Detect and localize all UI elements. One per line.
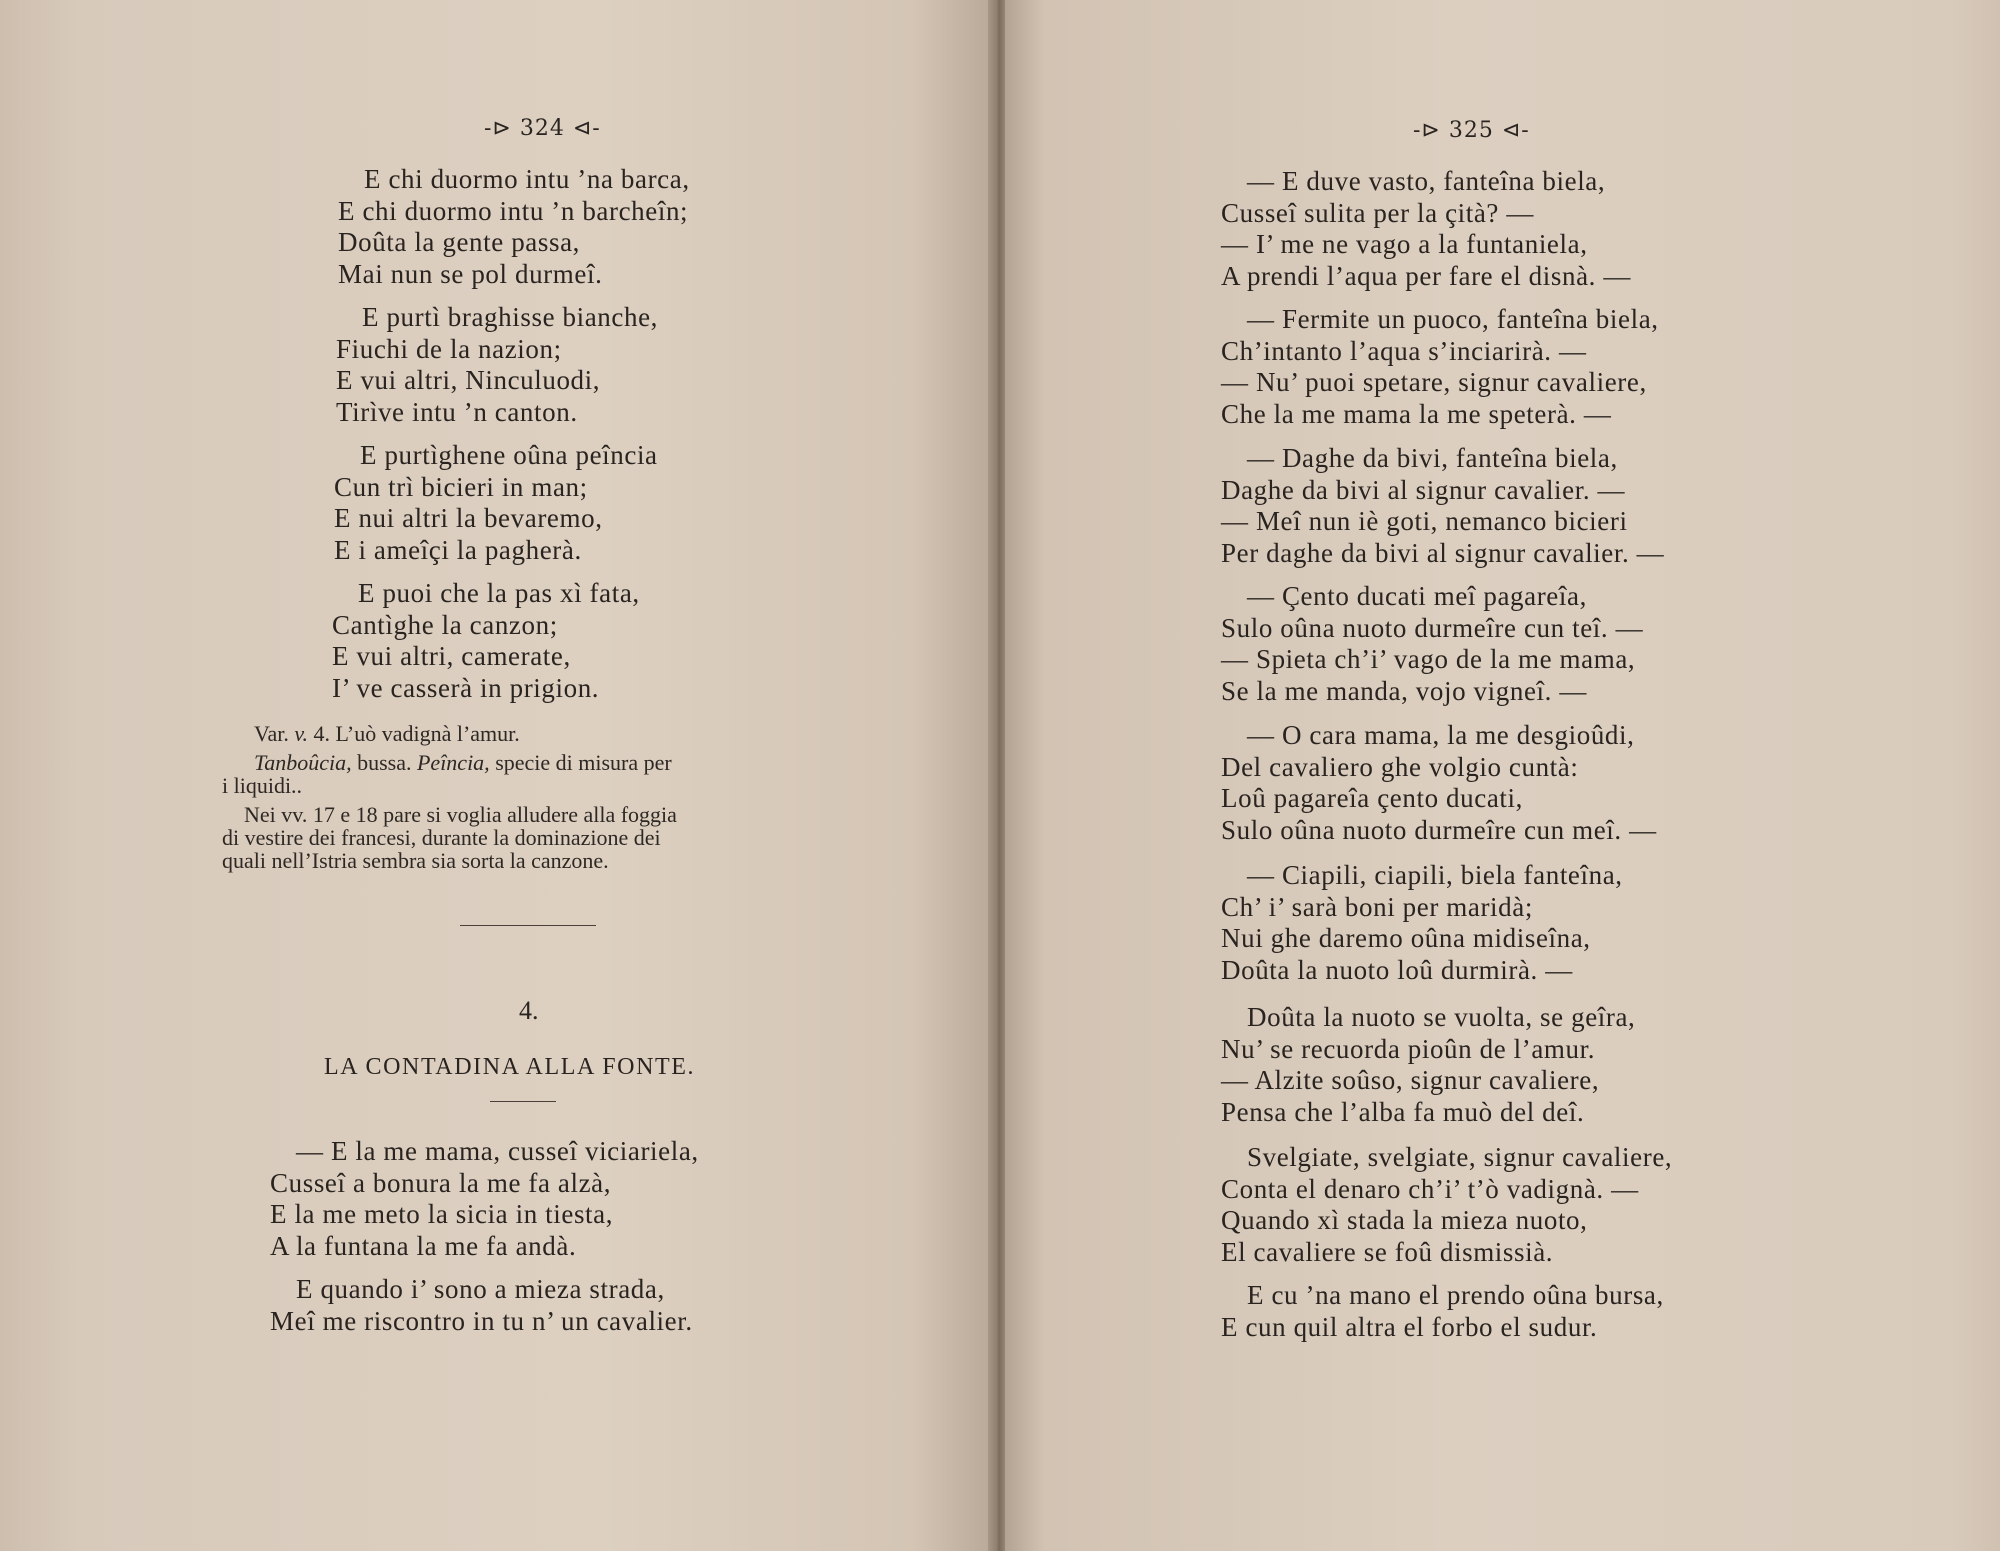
variant-note: Var. v. 4. L’uò vadignà l’amur. — [254, 721, 520, 746]
verse-line: Conta el denaro ch’i’ t’ò vadignà. — — [1221, 1173, 1639, 1204]
verse-line: Cusseî sulita per la çità? — — [1221, 197, 1534, 228]
stanza — [332, 578, 640, 704]
verse-line: Quando xì stada la mieza nuoto, — [1221, 1205, 1588, 1235]
verse-line: I’ ve casserà in prigion. — [332, 672, 600, 703]
verse-line: Ch’intanto l’aqua s’inciarirà. — — [1221, 335, 1587, 366]
stanza — [1221, 1142, 1672, 1268]
verse-line: A prendi l’aqua per fare el disnà. — — [1221, 260, 1631, 291]
page-number-324: -⊳ 324 ⊲- — [484, 116, 601, 141]
stanza — [1221, 304, 1659, 430]
verse-line: Pensa che l’alba fa muò del deî. — [1221, 1096, 1585, 1127]
section-number: 4. — [519, 996, 539, 1025]
section-title: LA CONTADINA ALLA FONTE. — [324, 1054, 696, 1080]
verse-line: Svelgiate, svelgiate, signur cavaliere, — [1247, 1142, 1673, 1172]
verse-line: Per daghe da bivi al signur cavalier. — — [1221, 537, 1665, 568]
verse-line: Nu’ se recuorda pioûn de l’amur. — [1221, 1033, 1596, 1064]
verse-line: Se la me manda, vojo vigneî. — — [1221, 675, 1587, 706]
verse-line: — Daghe da bivi, fanteîna biela, — [1247, 443, 1618, 473]
verse-line: — Nu’ puoi spetare, signur cavaliere, — [1221, 367, 1647, 397]
verse-line: — Ciapili, ciapili, biela fanteîna, — [1247, 860, 1623, 890]
verse-line: — I’ me ne vago a la funtaniela, — [1221, 229, 1588, 259]
verse-line: Mai nun se pol durmeî. — [338, 258, 603, 289]
right-page — [1005, 0, 2000, 1551]
stanza — [336, 302, 658, 428]
verse-line: E purtìghene oûna peîncia — [360, 440, 658, 470]
verse-line: E chi duormo intu ’n barcheîn; — [338, 195, 689, 226]
verse-line: Sulo oûna nuoto durmeîre cun meî. — — [1221, 814, 1657, 845]
left-page — [0, 0, 992, 1551]
verse-line: Nui ghe daremo oûna midiseîna, — [1221, 923, 1591, 953]
stanza — [1221, 166, 1631, 292]
verse-line: E i ameîçi la pagherà. — [334, 534, 582, 565]
verse-line: Daghe da bivi al signur cavalier. — — [1221, 474, 1626, 505]
verse-line: E quando i’ sono a mieza strada, — [296, 1274, 665, 1304]
stanza — [1221, 860, 1623, 986]
section-divider — [460, 925, 596, 926]
verse-line: Loû pagareîa çento ducati, — [1221, 783, 1523, 813]
stanza — [1221, 1280, 1664, 1343]
title-divider — [490, 1101, 556, 1102]
verse-line: Cun trì bicieri in man; — [334, 471, 588, 502]
verse-line: Fiuchi de la nazion; — [336, 333, 562, 364]
verse-line: Doûta la nuoto loû durmirà. — — [1221, 954, 1573, 985]
stanza — [1221, 581, 1643, 707]
verse-line: — E la me mama, cusseî viciariela, — [296, 1136, 699, 1166]
verse-line: E vui altri, camerate, — [332, 641, 571, 671]
stanza — [270, 1136, 699, 1262]
stanza — [1221, 720, 1657, 846]
gloss-note: Tanboûcia, bussa. Peîncia, specie di misura per i liquidi.. — [222, 750, 672, 798]
verse-line: E chi duormo intu ’na barca, — [364, 164, 690, 194]
verse-line: A la funtana la me fa andà. — [270, 1230, 577, 1261]
verse-line: E nui altri la bevaremo, — [334, 503, 603, 533]
page-number-325: -⊳ 325 ⊲- — [1413, 118, 1530, 143]
verse-line: — Meî nun iè goti, nemanco bicieri — [1221, 506, 1628, 536]
verse-line: E cun quil altra el forbo el sudur. — [1221, 1311, 1598, 1342]
verse-line: Cantìghe la canzon; — [332, 609, 558, 640]
verse-line: — Fermite un puoco, fanteîna biela, — [1247, 304, 1659, 334]
verse-line: Cusseî a bonura la me fa alzà, — [270, 1167, 612, 1198]
verse-line: Doûta la nuoto se vuolta, se geîra, — [1247, 1002, 1636, 1032]
verse-line: E la me meto la sicia in tiesta, — [270, 1199, 614, 1229]
stanza — [1221, 443, 1664, 569]
verse-line: — O cara mama, la me desgioûdi, — [1247, 720, 1635, 750]
verse-line: E puoi che la pas xì fata, — [358, 578, 640, 608]
stanza — [334, 440, 658, 566]
verse-line: Tirìve intu ’n canton. — [336, 396, 578, 427]
verse-line: E cu ’na mano el prendo oûna bursa, — [1247, 1280, 1664, 1310]
verse-line: Meî me riscontro in tu n’ un cavalier. — [270, 1305, 693, 1336]
verse-line: Del cavaliero ghe volgio cuntà: — [1221, 751, 1579, 782]
verse-line: — Çento ducati meî pagareîa, — [1247, 581, 1587, 611]
verse-line: Sulo oûna nuoto durmeîre cun teî. — — [1221, 612, 1644, 643]
verse-line: — Spieta ch’i’ vago de la me mama, — [1221, 644, 1636, 674]
verse-line: E vui altri, Ninculuodi, — [336, 365, 601, 395]
stanza — [338, 164, 690, 290]
verse-line: Doûta la gente passa, — [338, 227, 581, 257]
verse-line: — E duve vasto, fanteîna biela, — [1247, 166, 1606, 196]
stanza — [270, 1274, 693, 1337]
verse-line: Ch’ i’ sarà boni per maridà; — [1221, 891, 1533, 922]
footnotes — [222, 722, 834, 878]
verse-line: — Alzite soûso, signur cavaliere, — [1221, 1065, 1600, 1095]
verse-line: El cavaliere se foû dismissià. — [1221, 1236, 1554, 1267]
stanza — [1221, 1002, 1635, 1128]
verse-line: E purtì braghisse bianche, — [362, 302, 659, 332]
verse-line: Che la me mama la me speterà. — — [1221, 398, 1612, 429]
historical-note: Nei vv. 17 e 18 pare si voglia alludere alla foggia di vestire dei francesi, durante la dominazione dei quali nell’Istria sembra sia sorta la canzone. — [222, 802, 677, 873]
